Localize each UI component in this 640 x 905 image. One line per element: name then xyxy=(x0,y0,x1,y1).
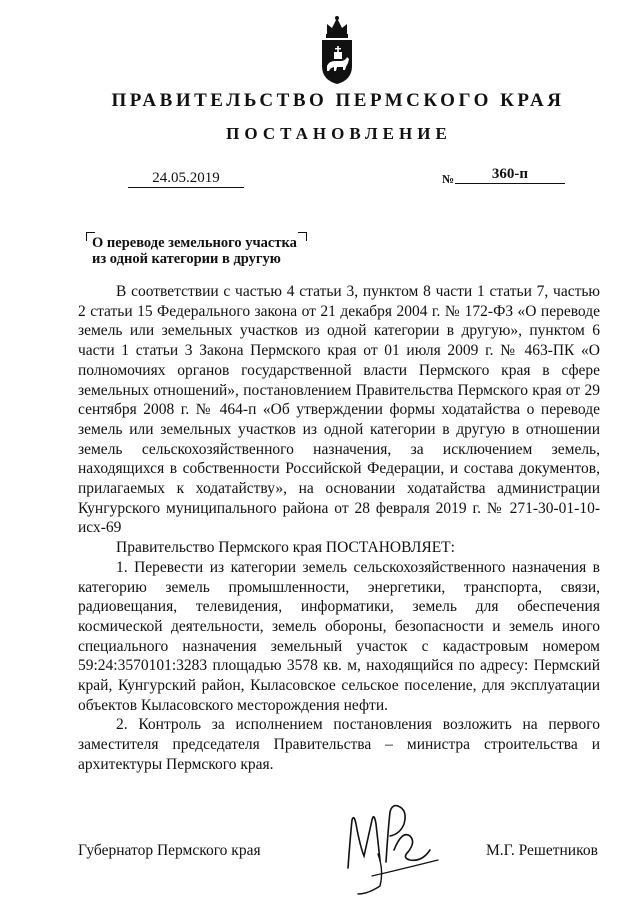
number-sign: № xyxy=(442,172,455,186)
resolves-paragraph: Правительство Пермского края ПОСТАНОВЛЯЕТ: xyxy=(116,539,455,557)
document-subject xyxy=(92,235,322,267)
perm-krai-coat-of-arms-icon xyxy=(318,14,356,86)
preamble-paragraph: В соответствии с частью 4 статьи 3, пунктом 8 части 1 статьи 7, частью 2 статьи 15 Федерального закона от 21 декабря 2004 г. № 172-ФЗ «О переводе земель или земельных участков из одной категории в другую», пунктом 6 части 1 статьи 3 Закона Пермского края от 01 июля 2009 г. № 463-ПК «О полномочиях органов государственной власти Пермского края в сфере земельных отношений», постановлением Правительства Пермского края от 29 сентября 2008 г. № 464-п «Об утверждении формы ходатайства о переводе земель или земельных участков из одной категории в другую в отношении земель сельскохозяйственного назначения, за исключением земель, находящихся в собственности Российской Федерации, и состава документов, прилагаемых к ходатайству», на основании ходатайства администрации Кунгурского муниципального района от 28 февраля 2019 г. № 271-30-01-10-исх-69 xyxy=(78,283,600,537)
handwritten-signature-icon xyxy=(338,790,448,900)
subject-line-1: О переводе земельного участка xyxy=(92,235,297,251)
document-body xyxy=(78,282,600,775)
government-title: ПРАВИТЕЛЬСТВО ПЕРМСКОГО КРАЯ xyxy=(111,90,565,111)
document-date: 24.05.2019 xyxy=(128,170,244,188)
item-2-paragraph: 2. Контроль за исполнением постановления возложить на первого заместителя председателя Правительства – министра строительства и архитектуры Пермского края. xyxy=(78,716,600,773)
signatory-name: М.Г. Решетников xyxy=(486,842,598,859)
document-number: 360-п xyxy=(455,166,565,184)
document-type: ПОСТАНОВЛЕНИЕ xyxy=(226,124,452,143)
item-1-paragraph: 1. Перевести из категории земель сельскохозяйственного назначения в категорию земель промышленности, энергетики, транспорта, связи, радиовещания, телевидения, информатики, земель для обеспечения космической деятельности, земель обороны, безопасности и земель иного специального назначения земельный участок с кадастровым номером 59:24:3570101:3283 площадью 3578 кв. м, находящийся по адресу: Пермский край, Кунгурский район, Кыласовское сельское поселение, для эксплуатации объектов Кыласовского месторождения нефти. xyxy=(78,558,600,714)
subject-line-2: из одной категории в другую xyxy=(92,251,281,267)
signatory-position: Губернатор Пермского края xyxy=(78,842,261,859)
